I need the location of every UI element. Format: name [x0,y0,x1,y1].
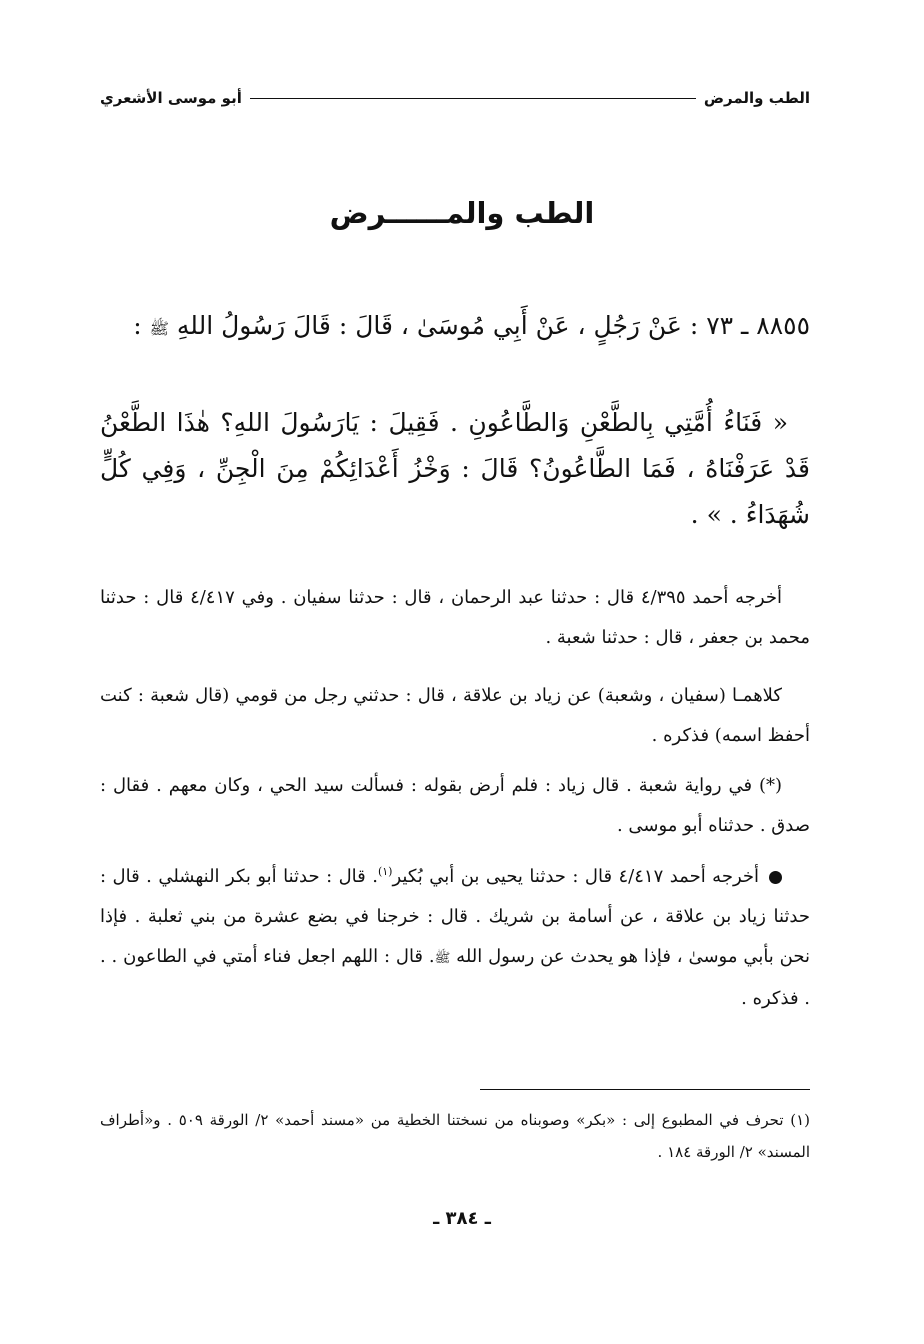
footnote-divider [480,1089,810,1090]
hadith-intro [100,298,810,357]
hadith-isnad: ٨٨٥٥ ـ ٧٣ : عَنْ رَجُلٍ ، عَنْ أَبِي مُوسَىٰ ، قَالَ : قَالَ رَسُولُ اللهِ [176,311,810,340]
footnote: (١) تحرف في المطبوع إلى : «بكر» وصوبناه من نسختنا الخطية من «مسند أحمد» ٢/ الورقة ٥٠٩ . و«أطراف المسند» ٢/ الورقة ١٨٤ . [100,1111,810,1161]
hadith-matn: « فَنَاءُ أُمَّتِي بِالطَّعْنِ وَالطَّاعُونِ . فَقِيلَ : يَارَسُولَ اللهِ؟ هٰذَا الطَّعْنُ قَدْ عَرَفْنَاهُ ، فَمَا الطَّاعُونُ؟ قَالَ : وَخْزُ أَعْدَائِكُمْ مِنَ الْجِنِّ ، وَفِي كُلٍّ شُهَدَاءُ . » . [100,408,810,529]
takhrij-paragraph-2: كلاهمـا (سفيان ، وشعبة) عن زياد بن علاقة ، قال : حدثني رجل من قومي (قال شعبة : كنت أحفظ اسمه) فذكره . [100,685,810,746]
takhrij-3-part-b: . قال : حدثنا أبو بكر النهشلي . قال : حدثنا زياد بن علاقة ، عن أسامة بن شريك . قال : خرجنا في بضع عشرة من بني ثعلبة . فإذا نحن بأبي موسىٰ ، فإذا هو يحدث عن رسول الله [100,866,810,967]
hadith-intro-colon: : [133,311,142,340]
takhrij-3-part-a: أخرجه أحمد ٤/٤١٧ قال : حدثنا يحيى بن أبي بُكير [392,866,760,887]
salla-symbol: ﷺ [149,319,169,338]
page-number: ـ ٣٨٤ ـ [433,1208,491,1229]
salla-symbol-inline: ﷺ [434,951,451,966]
header-author: أبو موسى الأشعري [100,89,242,107]
takhrij-paragraph-1: أخرجه أحمد ٤/٣٩٥ قال : حدثنا عبد الرحمان ، قال : حدثنا سفيان . وفي ٤/٤١٧ قال : حدثنا محمد بن جعفر ، قال : حدثنا شعبة . [100,587,810,648]
header-rule [250,98,696,99]
header-chapter: الطب والمرض [703,89,810,107]
takhrij-3-part-c: . قال : اللهم اجعل فناء أمتي في الطاعون . . . فذكره . [100,946,810,1009]
chapter-title: الطب والمــــــرض [329,196,595,230]
bullet-icon [769,871,782,884]
takhrij-paragraph-3 [100,852,810,1019]
footnote-reference: (١) [377,865,393,878]
running-header [100,86,810,110]
narration-note: (*) في رواية شعبة . قال زياد : فلم أرض بقوله : فسألت سيد الحي ، وكان معهم . فقال : صدق . حدثناه أبو موسى . [100,775,810,836]
